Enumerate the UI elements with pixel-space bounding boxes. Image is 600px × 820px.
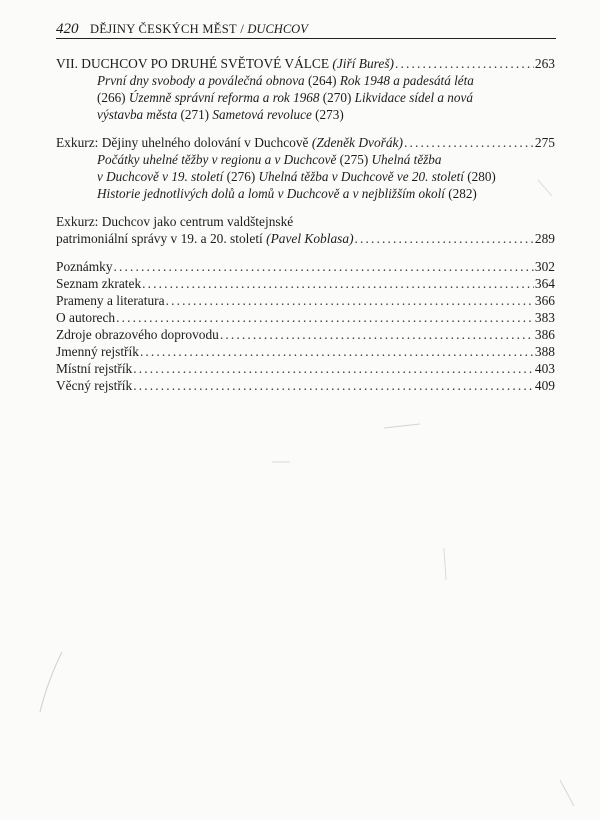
toc-page-number: 366 bbox=[534, 293, 555, 308]
leader-dots bbox=[114, 258, 534, 275]
scan-mark bbox=[384, 424, 420, 428]
toc-entry-appendix bbox=[56, 360, 555, 377]
toc-entry-excursus-administration bbox=[56, 230, 555, 247]
toc-page-number: 364 bbox=[534, 276, 555, 291]
toc-subentries-line: První dny svobody a poválečná obnova (264) Rok 1948 a padesátá léta bbox=[97, 73, 474, 88]
leader-dots bbox=[116, 309, 534, 326]
header-separator: / bbox=[240, 22, 244, 36]
leader-dots bbox=[133, 377, 534, 394]
toc-entry-title: Jmenný rejstřík bbox=[56, 344, 139, 359]
leader-dots bbox=[142, 275, 534, 292]
toc-entry-title: Poznámky bbox=[56, 259, 113, 274]
toc-entry-title: Místní rejstřík bbox=[56, 361, 133, 376]
toc-page-number: 403 bbox=[534, 361, 555, 376]
toc-subentries-line: Počátky uhelné těžby v regionu a v Duchcově (275) Uhelná těžba bbox=[97, 152, 442, 167]
leader-dots bbox=[140, 343, 534, 360]
toc-subentries-line: Historie jednotlivých dolů a lomů v Duchcově a v nejbližším okolí (282) bbox=[97, 186, 477, 201]
toc-page-number: 388 bbox=[534, 344, 555, 359]
toc-page-number: 302 bbox=[534, 259, 555, 274]
toc-entry-excursus-administration-line1: Exkurz: Duchcov jako centrum valdštejnské bbox=[56, 214, 294, 229]
leader-dots bbox=[404, 134, 534, 151]
toc-entry-appendix bbox=[56, 275, 555, 292]
toc-entry-title: Zdroje obrazového doprovodu bbox=[56, 327, 219, 342]
toc-entry-appendix bbox=[56, 309, 555, 326]
toc-entry-title: Exkurz: Dějiny uhelného dolování v Duchcově (Zdeněk Dvořák) bbox=[56, 135, 403, 150]
toc-entry-appendix bbox=[56, 292, 555, 309]
city-name: DUCHCOV bbox=[247, 22, 308, 36]
running-header bbox=[56, 20, 556, 39]
toc-entry-appendix bbox=[56, 377, 555, 394]
toc-page-number: 386 bbox=[534, 327, 555, 342]
scan-mark bbox=[40, 652, 62, 712]
toc-page-number: 289 bbox=[534, 231, 555, 246]
page-number: 420 bbox=[56, 21, 79, 37]
toc-entry-excursus-mining bbox=[56, 134, 555, 151]
toc-entry-title: VII. DUCHCOV PO DRUHÉ SVĚTOVÉ VÁLCE (Jiří Bureš) bbox=[56, 56, 394, 71]
leader-dots bbox=[133, 360, 534, 377]
toc-subentries-line: v Duchcově v 19. století (276) Uhelná těžba v Duchcově ve 20. století (280) bbox=[97, 169, 496, 184]
toc-entry-appendix bbox=[56, 343, 555, 360]
toc-page-number: 275 bbox=[534, 135, 555, 150]
leader-dots bbox=[395, 55, 534, 72]
toc-entry-title: Věcný rejstřík bbox=[56, 378, 133, 393]
leader-dots bbox=[355, 230, 534, 247]
toc-page-number: 263 bbox=[534, 56, 555, 71]
scan-mark bbox=[444, 548, 446, 580]
leader-dots bbox=[166, 292, 534, 309]
toc-entry-title: patrimoniální správy v 19. a 20. století (Pavel Koblasa) bbox=[56, 231, 354, 246]
toc-entry-appendix bbox=[56, 258, 555, 275]
toc-page-number: 409 bbox=[534, 378, 555, 393]
toc-entry-title: Prameny a literatura bbox=[56, 293, 165, 308]
book-title: DĚJINY ČESKÝCH MĚST bbox=[90, 22, 237, 36]
header-rule bbox=[56, 38, 556, 39]
leader-dots bbox=[220, 326, 534, 343]
toc-page-number: 383 bbox=[534, 310, 555, 325]
toc-entry-chapter-vii bbox=[56, 55, 555, 72]
toc-subentries-line: (266) Územně správní reforma a rok 1968 (270) Likvidace sídel a nová bbox=[97, 90, 473, 105]
toc-entry-appendix bbox=[56, 326, 555, 343]
toc-subentries-line: výstavba města (271) Sametová revoluce (273) bbox=[97, 107, 344, 122]
scan-mark bbox=[560, 780, 574, 806]
toc-entry-title: O autorech bbox=[56, 310, 116, 325]
toc-entry-title: Seznam zkratek bbox=[56, 276, 142, 291]
